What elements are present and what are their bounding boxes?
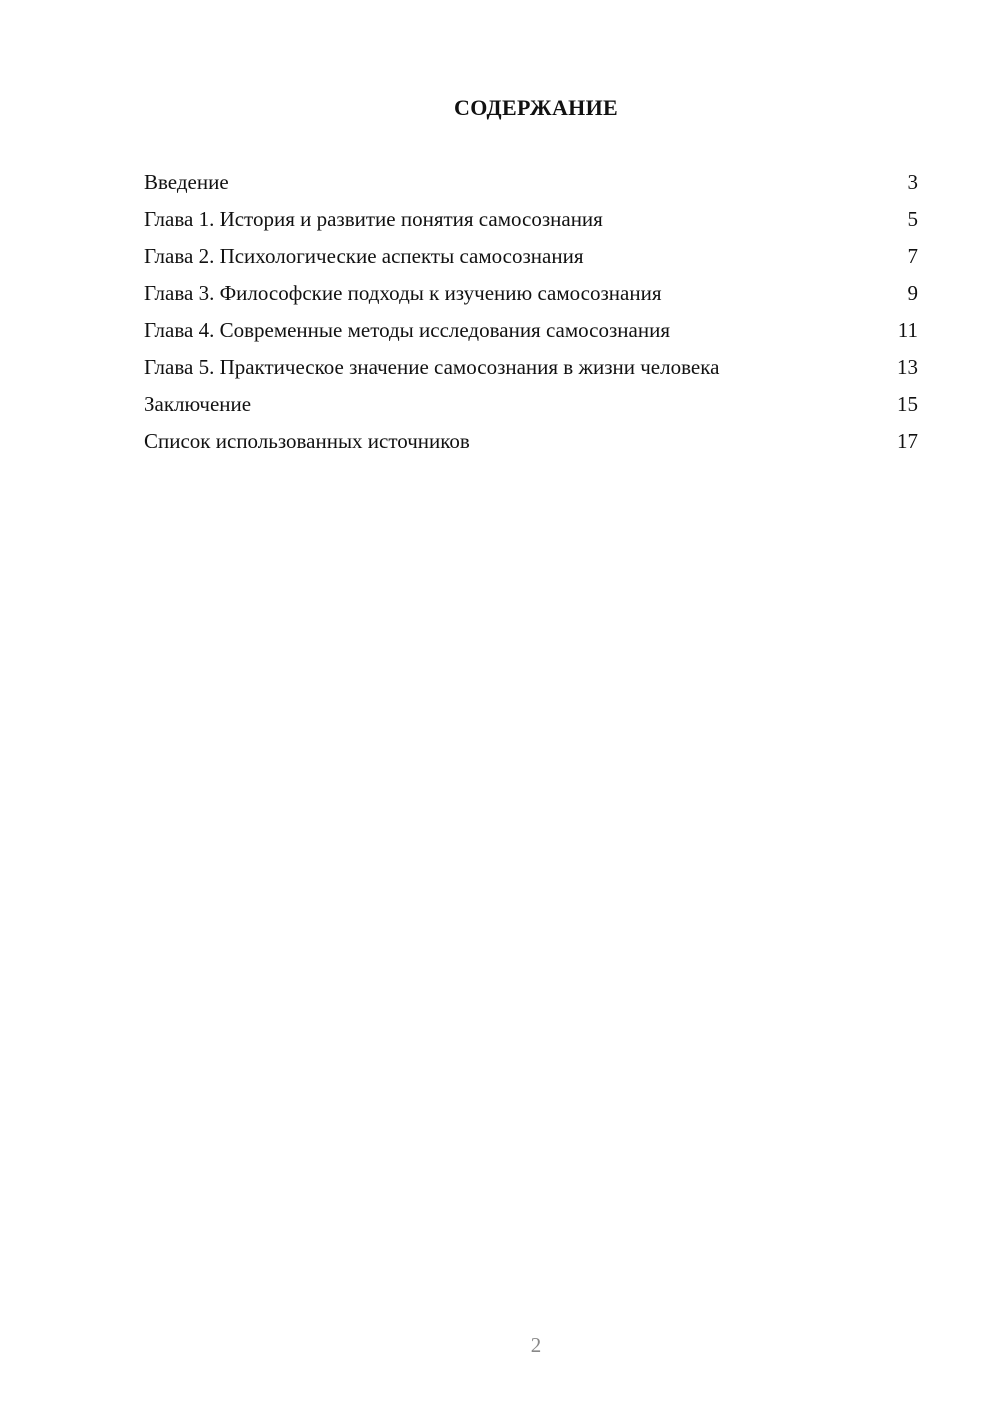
toc-item-page: 3 [907,170,918,194]
toc-item-label: Глава 3. Философские подходы к изучению самосознания [144,281,662,305]
toc-item-page: 15 [897,392,918,416]
page-number: 2 [530,1333,542,1357]
toc-item-page: 17 [897,429,918,453]
toc-item-page: 13 [897,355,918,379]
toc-item-introduction[interactable] [144,168,918,196]
toc-item-label: Список использованных источников [144,429,470,453]
toc-item-page: 9 [907,281,918,305]
toc-list [144,168,918,464]
toc-item-label: Глава 1. История и развитие понятия самосознания [144,207,603,231]
toc-item-page: 5 [907,207,918,231]
toc-item-label: Глава 4. Современные методы исследования самосознания [144,318,670,342]
toc-item-chapter-5[interactable] [144,353,918,381]
toc-item-chapter-4[interactable] [144,316,918,344]
toc-item-label: Глава 5. Практическое значение самосознания в жизни человека [144,355,720,379]
toc-title: СОДЕРЖАНИЕ [454,95,618,120]
toc-item-chapter-3[interactable] [144,279,918,307]
toc-item-label: Глава 2. Психологические аспекты самосознания [144,244,584,268]
toc-item-label: Заключение [144,392,252,416]
toc-item-conclusion[interactable] [144,390,918,418]
toc-item-label: Введение [144,170,229,194]
toc-item-chapter-2[interactable] [144,242,918,270]
toc-item-chapter-1[interactable] [144,205,918,233]
toc-item-references[interactable] [144,427,918,455]
toc-item-page: 11 [897,318,918,342]
toc-item-page: 7 [907,244,918,268]
